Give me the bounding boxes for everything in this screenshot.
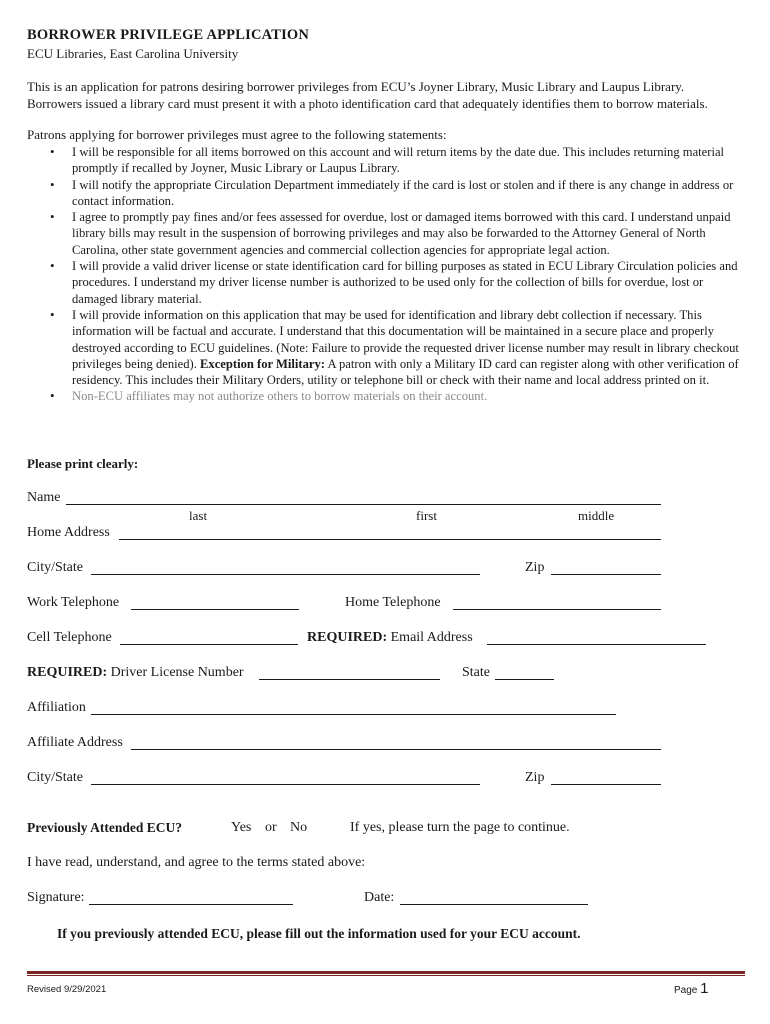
military-exception-label: Exception for Military:	[200, 356, 325, 371]
document-title: BORROWER PRIVILEGE APPLICATION	[27, 27, 310, 43]
agreement-item: • I will provide a valid driver license or state identification card for billing purposes as stated in ECU Library Circulation policies and procedures. I understand my driver license number is authorized to be used only for the collection of bills for overdue, lost or damaged library material.	[50, 258, 745, 307]
yes-option[interactable]: Yes	[231, 820, 252, 835]
affiliate-address-label: Affiliate Address	[27, 735, 123, 750]
work-telephone-label: Work Telephone	[27, 595, 120, 610]
zip-field[interactable]	[551, 574, 661, 575]
document-subtitle: ECU Libraries, East Carolina University	[27, 46, 239, 61]
email-label-text: Email Address	[390, 630, 473, 645]
agreement-item: • I agree to promptly pay fines and/or fees assessed for overdue, lost or damaged items borrowed with this card. I understand unpaid library bills may result in the suspension of borrowing privileges and may also be forwarded to the Attorney General of North Carolina, other state government agencies and commercial collection agencies for appropriate legal action.	[50, 209, 745, 258]
agreement-item: • I will be responsible for all items borrowed on this account and will return items by the date due. This includes returning material promptly if recalled by Joyner, Music Library or Laupus Library.	[50, 144, 745, 177]
page-label: Page	[674, 985, 698, 996]
work-telephone-field[interactable]	[131, 609, 299, 610]
state-label: State	[462, 665, 490, 680]
previous-attendance-note: If you previously attended ECU, please fill out the information used for your ECU account.	[57, 926, 581, 941]
date-field[interactable]	[400, 904, 588, 905]
print-clearly-heading: Please print clearly:	[27, 456, 139, 471]
agreement-item: • I will notify the appropriate Circulation Department immediately if the card is lost or stolen and if there is any change in address or contact information.	[50, 177, 745, 210]
name-label: Name	[27, 490, 61, 505]
footer-divider-thin	[27, 975, 745, 976]
intro-line-1: This is an application for patrons desiring borrower privileges from ECU’s Joyner Library, Music Library and Laupus Library.	[27, 79, 685, 94]
affiliate-zip-label: Zip	[525, 770, 545, 785]
first-name-caption: first	[416, 508, 437, 523]
affiliate-address-field[interactable]	[131, 749, 661, 750]
agreement-lead: Patrons applying for borrower privileges must agree to the following statements:	[27, 127, 447, 142]
city-state-label: City/State	[27, 560, 83, 575]
email-field[interactable]	[487, 644, 706, 645]
city-state-field[interactable]	[91, 574, 480, 575]
home-telephone-label: Home Telephone	[345, 595, 441, 610]
footer-divider	[27, 971, 745, 974]
required-marker: REQUIRED:	[27, 665, 108, 680]
date-label: Date:	[364, 890, 395, 905]
agreement-item-text: I will provide information on this application that may be used for identification and library debt collection if necessary. This information will be factual and accurate. I understand that this documentation will be maintained in a secure place and properly destroyed according to ECU guidelines. (Note: Failure to provide the requested driver license number may result in library checkout privileges being denied).	[72, 307, 739, 371]
home-address-field[interactable]	[119, 539, 661, 540]
affiliation-field[interactable]	[91, 714, 616, 715]
agreement-item	[50, 307, 745, 388]
last-name-caption: last	[189, 508, 208, 523]
agreement-list	[50, 144, 745, 405]
signature-label: Signature:	[27, 890, 85, 905]
driver-license-label	[27, 665, 244, 681]
cell-telephone-label: Cell Telephone	[27, 630, 112, 645]
agreement-item-text: A patron with only a Military ID card can register along with other verification of residency. This includes their Military Orders, utility or telephone bill or check with their name and local address printed on it.	[72, 356, 739, 388]
or-text: or	[265, 820, 277, 835]
if-yes-note: If yes, please turn the page to continue.	[350, 820, 570, 835]
intro-text	[27, 79, 747, 112]
home-telephone-field[interactable]	[453, 609, 661, 610]
signature-field[interactable]	[89, 904, 293, 905]
home-address-label: Home Address	[27, 525, 110, 540]
affiliate-city-state-label: City/State	[27, 770, 83, 785]
affiliate-city-state-field[interactable]	[91, 784, 480, 785]
required-marker: REQUIRED:	[307, 630, 388, 645]
driver-license-label-text: Driver License Number	[110, 665, 244, 680]
driver-license-field[interactable]	[259, 679, 440, 680]
affiliation-label: Affiliation	[27, 700, 86, 715]
page-number: 1	[700, 980, 709, 997]
page-indicator	[674, 980, 708, 997]
middle-name-caption: middle	[578, 508, 615, 523]
state-field[interactable]	[495, 679, 554, 680]
agreement-item: • Non-ECU affiliates may not authorize others to borrow materials on their account.	[50, 388, 745, 404]
agree-terms-text: I have read, understand, and agree to the terms stated above:	[27, 855, 366, 870]
revised-date: Revised 9/29/2021	[27, 984, 107, 995]
intro-line-2: Borrowers issued a library card must present it with a photo identification card that adequately identifies them to borrow materials.	[27, 95, 708, 111]
cell-telephone-field[interactable]	[120, 644, 298, 645]
no-option[interactable]: No	[290, 820, 308, 835]
previously-attended-label: Previously Attended ECU?	[27, 820, 183, 835]
name-field[interactable]	[66, 504, 661, 505]
email-label	[307, 630, 473, 646]
affiliate-zip-field[interactable]	[551, 784, 661, 785]
zip-label: Zip	[525, 560, 545, 575]
